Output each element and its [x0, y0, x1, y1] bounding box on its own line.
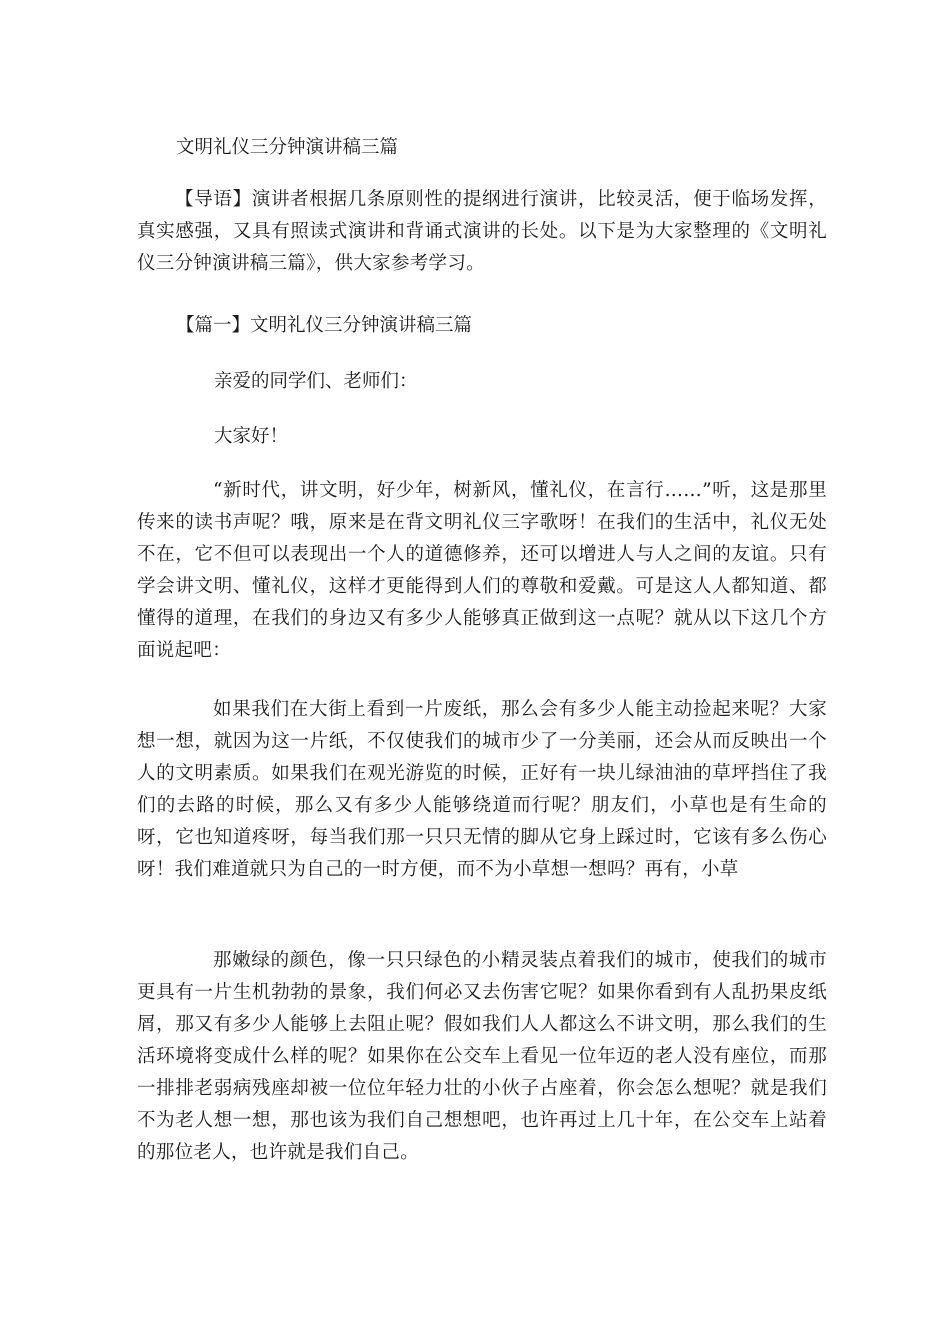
greeting: 大家好！ — [214, 426, 289, 447]
body-paragraph-2: 如果我们在大街上看到一片废纸，那么会有多少人能主动捡起来呢？大家想一想，就因为这一片纸，不仅使我们的城市少了一分美丽，还会从而反映出一个人的文明素质。如果我们在观光游览的时候，正好有一块儿绿油油的草坪挡住了我们的去路的时候，那么又有多少人能够绕道而行呢？朋友们，小草也是有生命的呀，它也知道疼呀，每当我们那一只只无情的脚从它身上踩过时，它该有多么伤心呀！我们难道就只为自己的一时方便，而不为小草想一想吗？再有，小草 — [137, 699, 827, 880]
intro-paragraph: 【导语】演讲者根据几条原则性的提纲进行演讲，比较灵活，便于临场发挥，真实感强，又具有照读式演讲和背诵式演讲的长处。以下是为大家整理的《文明礼仪三分钟演讲稿三篇》，供大家参考学习。 — [137, 189, 827, 274]
body-paragraph-3: 那嫩绿的颜色，像一只只绿色的小精灵装点着我们的城市，使我们的城市更具有一片生机勃勃的景象，我们何必又去伤害它呢？如果你看到有人乱扔果皮纸屑，那又有多少人能够上去阻止呢？假如我们人人都这么不讲文明，那么我们的生活环境将变成什么样的呢？如果你在公交车上看见一位年迈的老人没有座位，而那一排排老弱病残座却被一位位年轻力壮的小伙子占座着，你会怎么想呢？就是我们不为老人想一想，那也该为我们自己想想吧，也许再过上几十年，在公交车上站着的那位老人，也许就是我们自己。 — [137, 950, 827, 1163]
salutation: 亲爱的同学们、老师们： — [214, 371, 418, 392]
body-paragraph-1: “新时代，讲文明，好少年，树新风，懂礼仪，在言行……”听，这是那里传来的读书声呢？哦，原来是在背文明礼仪三字歌呀！在我们的生活中，礼仪无处不在，它不但可以表现出一个人的道德修养，还可以增进人与人之间的友谊。只有学会讲文明、懂礼仪，这样才更能得到人们的尊敬和爱戴。可是这人人都知道、都懂得的道理，在我们的身边又有多少人能够真正做到这一点呢？就从以下这几个方面说起吧： — [137, 480, 827, 661]
section-heading: 【篇一】文明礼仪三分钟演讲稿三篇 — [176, 315, 473, 336]
document-title: 文明礼仪三分钟演讲稿三篇 — [176, 137, 399, 158]
